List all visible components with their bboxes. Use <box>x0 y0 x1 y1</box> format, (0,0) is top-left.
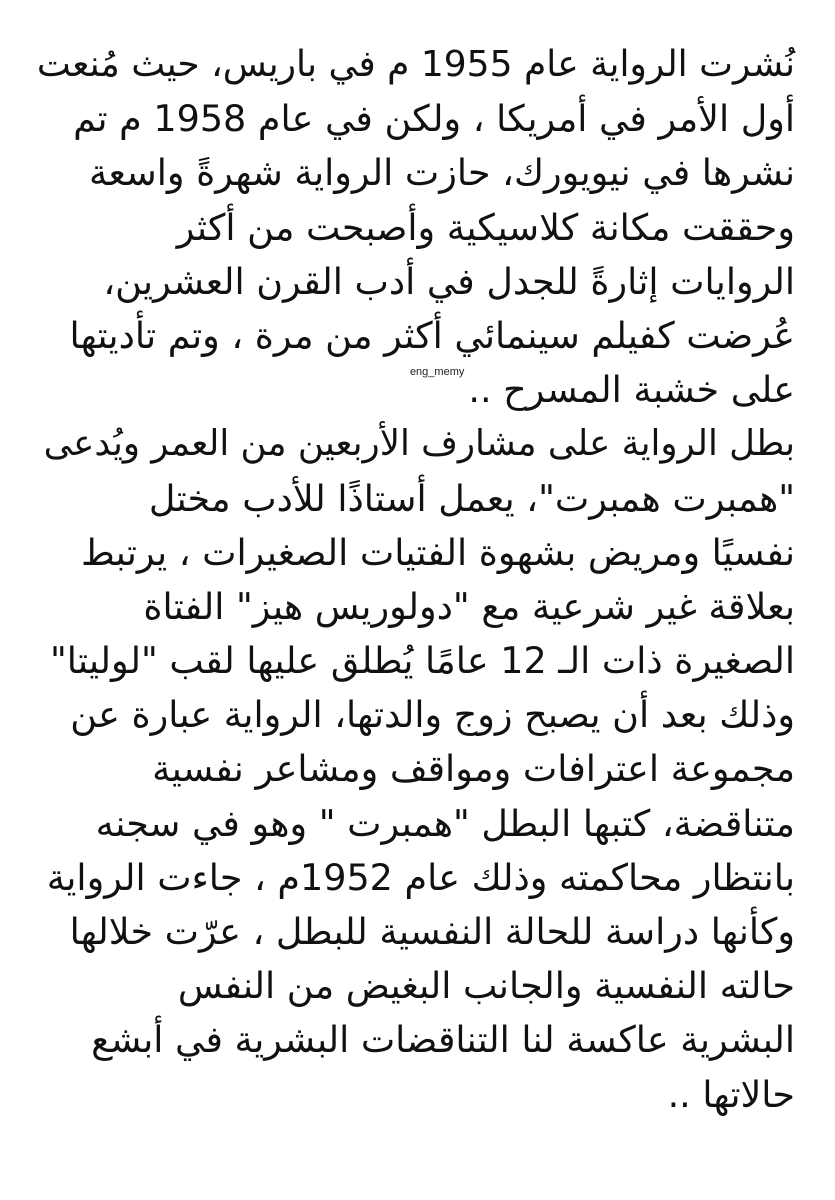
text-line: بعلاقة غير شرعية مع "دولوريس هيز" الفتاة <box>143 584 795 628</box>
text-line: متناقضة، كتبها البطل "همبرت " وهو في سجنه <box>95 801 795 845</box>
text-line: بطل الرواية على مشارف الأربعين من العمر ويُدعى <box>43 423 795 465</box>
text-line: وكأنها دراسة للحالة النفسية للبطل ، عرّت خلالها <box>69 910 795 953</box>
article-text <box>35 38 795 1122</box>
text-line: مجموعة اعترافات ومواقف ومشاعر نفسية <box>152 747 795 791</box>
text-line: نشرها في نيويورك، حازت الرواية شهرةً واسعة <box>88 151 795 195</box>
text-line: وذلك بعد أن يصبح زوج والدتها، الرواية عبارة عن <box>70 693 795 737</box>
text-line: الصغيرة ذات الـ 12 عامًا يُطلق عليها لقب "لوليتا" <box>49 639 795 683</box>
text-line-with-watermark <box>35 363 795 417</box>
text-line: وحققت مكانة كلاسيكية وأصبحت من أكثر <box>176 205 795 249</box>
watermark-label: eng_memy <box>409 366 465 379</box>
text-line: نفسيًا ومريض بشهوة الفتيات الصغيرات ، يرتبط <box>81 530 795 574</box>
text-line: نُشرت الرواية عام 1955 م في باريس، حيث مُنعت <box>36 44 795 85</box>
text-line: "همبرت همبرت"، يعمل أستاذًا للأدب مختل <box>148 476 795 520</box>
text-line: عُرضت كفيلم سينمائي أكثر من مرة ، وتم تأديتها <box>69 313 795 357</box>
text-line: بانتظار محاكمته وذلك عام 1952م ، جاءت الرواية <box>46 855 795 899</box>
text-line: حالته النفسية والجانب البغيض من النفس <box>177 964 795 1008</box>
text-line: البشرية عاكسة لنا التناقضات البشرية في أبشع <box>91 1018 795 1062</box>
text-line: الروايات إثارةً للجدل في أدب القرن العشرين، <box>103 259 795 303</box>
text-line: أول الأمر في أمريكا ، ولكن في عام 1958 م تم <box>73 97 795 141</box>
text-line: على خشبة المسرح .. <box>468 368 795 412</box>
text-line: حالاتها .. <box>667 1072 795 1116</box>
